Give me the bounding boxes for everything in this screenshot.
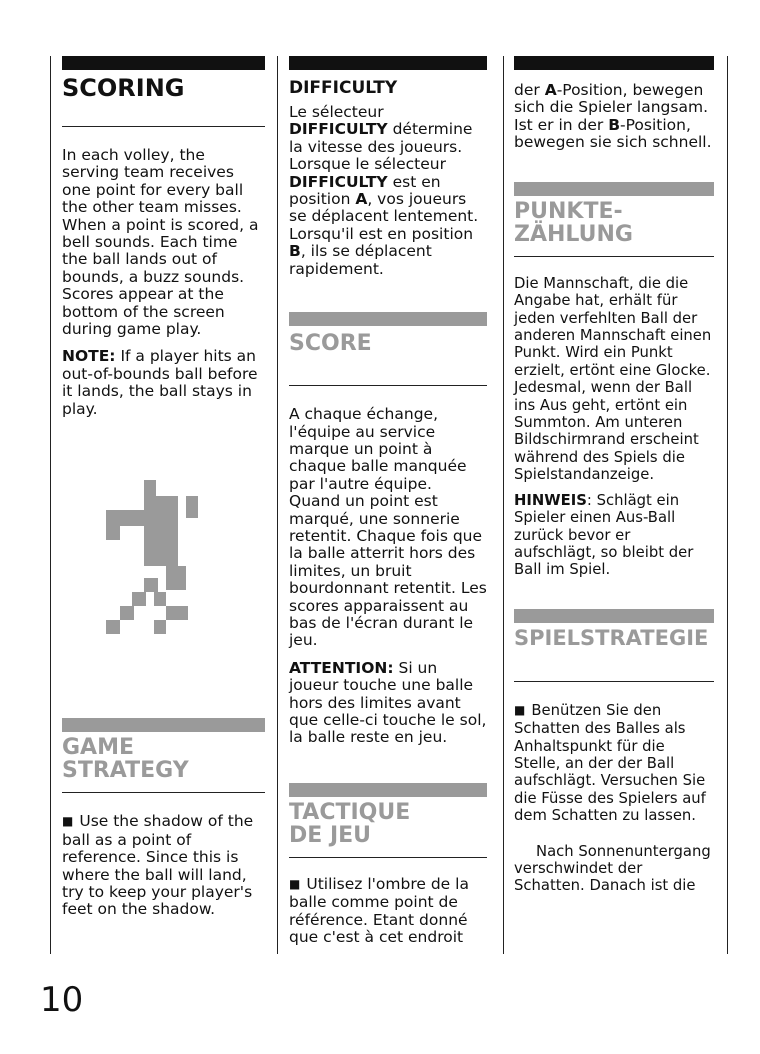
difficulty-heading: DIFFICULTY <box>289 78 398 98</box>
column-german <box>514 56 714 895</box>
scoring-heading: SCORING <box>62 74 185 102</box>
game-strategy-heading <box>62 736 265 782</box>
column-rule <box>50 56 51 954</box>
column-english <box>62 56 265 919</box>
heading-line: GAME <box>62 735 135 761</box>
player-sprite-image <box>62 480 265 708</box>
attention-paragraph <box>289 660 487 747</box>
divider <box>514 256 714 257</box>
heading-bar <box>289 312 487 326</box>
strategy-text: Use the shadow of the ball as a point of reference. Since this is where the ball will land, try to keep your player's feet on the shadow. <box>62 812 254 919</box>
attention-text: Si un joueur touche une balle hors des limites avant que celle-ci touche le sol, la balle reste en jeu. <box>289 658 487 747</box>
bullet-icon: ■ <box>62 814 74 829</box>
text-run: , vos joueurs se déplacent lentement. Lorsqu'il est en position <box>289 190 479 243</box>
bullet-icon: ■ <box>289 877 301 892</box>
bold-run: B <box>608 115 621 134</box>
column-rule <box>277 56 278 954</box>
tactique-text: Utilisez l'ombre de la balle comme point de référence. Etant donné que c'est à cet endroit <box>289 875 469 947</box>
bold-run: DIFFICULTY <box>289 172 388 191</box>
text-run: der <box>514 81 545 99</box>
bold-run: A <box>544 81 557 99</box>
text-run: détermine la vitesse des joueurs. Lorsque le sélecteur <box>289 120 473 174</box>
heading-bar <box>289 783 487 797</box>
heading-bar <box>514 609 714 623</box>
score-heading: SCORE <box>289 331 372 357</box>
text-run: , ils se déplacent rapidement. <box>289 242 432 278</box>
hinweis-text: : Schlägt ein Spieler einen Aus-Ball zurück bevor er aufschlägt, so bleibt der Ball im Spiel. <box>514 491 694 579</box>
column-french <box>289 56 487 947</box>
page-number: 10 <box>40 980 84 1020</box>
score-text: A chaque échange, l'équipe au service marque un point à chaque balle manquée par l'autre équipe. Quand un point est marqué, une sonnerie retentit. Chaque fois que la balle atterrit hors des limites, un bruit bourdonnant retentit. Les scores apparaissent au bas de l'écran durant le jeu. <box>289 405 487 650</box>
heading-bar <box>62 56 265 70</box>
continued-paragraph <box>514 82 714 152</box>
heading-line: PUNKTE- <box>514 198 623 224</box>
hinweis-paragraph <box>514 492 714 579</box>
punkte-heading <box>514 200 714 246</box>
strategie-paragraph <box>514 702 714 825</box>
heading-bar <box>514 182 714 196</box>
hinweis-label: HINWEIS <box>514 491 587 509</box>
heading-line: STRATEGY <box>62 758 189 784</box>
column-rule <box>503 56 504 954</box>
text-run: -Position, bewegen sich die Spieler langsam. Ist er in der <box>514 81 708 134</box>
divider <box>514 681 714 682</box>
heading-bar <box>62 718 265 732</box>
attention-label: ATTENTION: <box>289 658 394 677</box>
text-run: Le sélecteur <box>289 103 384 121</box>
bold-run: A <box>355 190 368 209</box>
divider <box>62 792 265 793</box>
heading-line: TACTIQUE <box>289 799 411 825</box>
heading-line: DE JEU <box>289 822 372 848</box>
divider <box>289 857 487 858</box>
heading-bar <box>514 56 714 70</box>
divider <box>289 385 487 386</box>
strategy-paragraph <box>62 813 265 918</box>
bold-run: DIFFICULTY <box>289 120 388 139</box>
scoring-text: In each volley, the serving team receives one point for every ball the other team misses. When a point is scored, a bell sounds. Each time the ball lands out of bounds, a buzz sounds. Scores appear at the bottom of the screen during game play. <box>62 146 259 339</box>
heading-line: ZÄHLUNG <box>514 221 633 247</box>
note-label: NOTE: <box>62 347 116 366</box>
bold-run: B <box>289 242 301 261</box>
note-text: If a player hits an out-of-bounds ball before it lands, the ball stays in play. <box>62 347 258 418</box>
final-text: Nach Sonnenuntergang verschwindet der Schatten. Danach ist die <box>514 842 711 895</box>
difficulty-paragraph <box>289 104 487 278</box>
text-run: est en position <box>289 172 441 209</box>
bullet-icon: ■ <box>514 702 526 717</box>
note-paragraph <box>62 348 265 418</box>
text-run: -Position, bewegen sie sich schnell. <box>514 115 712 152</box>
tactique-paragraph <box>289 876 487 947</box>
divider <box>62 126 265 127</box>
column-rule <box>727 56 728 954</box>
punkte-text: Die Mannschaft, die die Angabe hat, erhält für jeden verfehlten Ball der anderen Mannschaft einen Punkt. Wird ein Punkt erzielt, ertönt eine Glocke. Jedesmal, wenn der Ball ins Aus geht, ertönt ein Summton. Am unteren Bildschirmrand erscheint während des Spiels die Spielstandanzeige. <box>514 274 712 484</box>
tactique-heading <box>289 801 487 847</box>
heading-bar <box>289 56 487 70</box>
strategie-text: Benützen Sie den Schatten des Balles als Anhaltspunkt für die Stelle, an der der Ball aufschlägt. Versuchen Sie die Füsse des Spielers auf dem Schatten zu lassen. <box>514 701 706 825</box>
spielstrategie-heading: SPIELSTRATEGIE <box>514 625 709 650</box>
